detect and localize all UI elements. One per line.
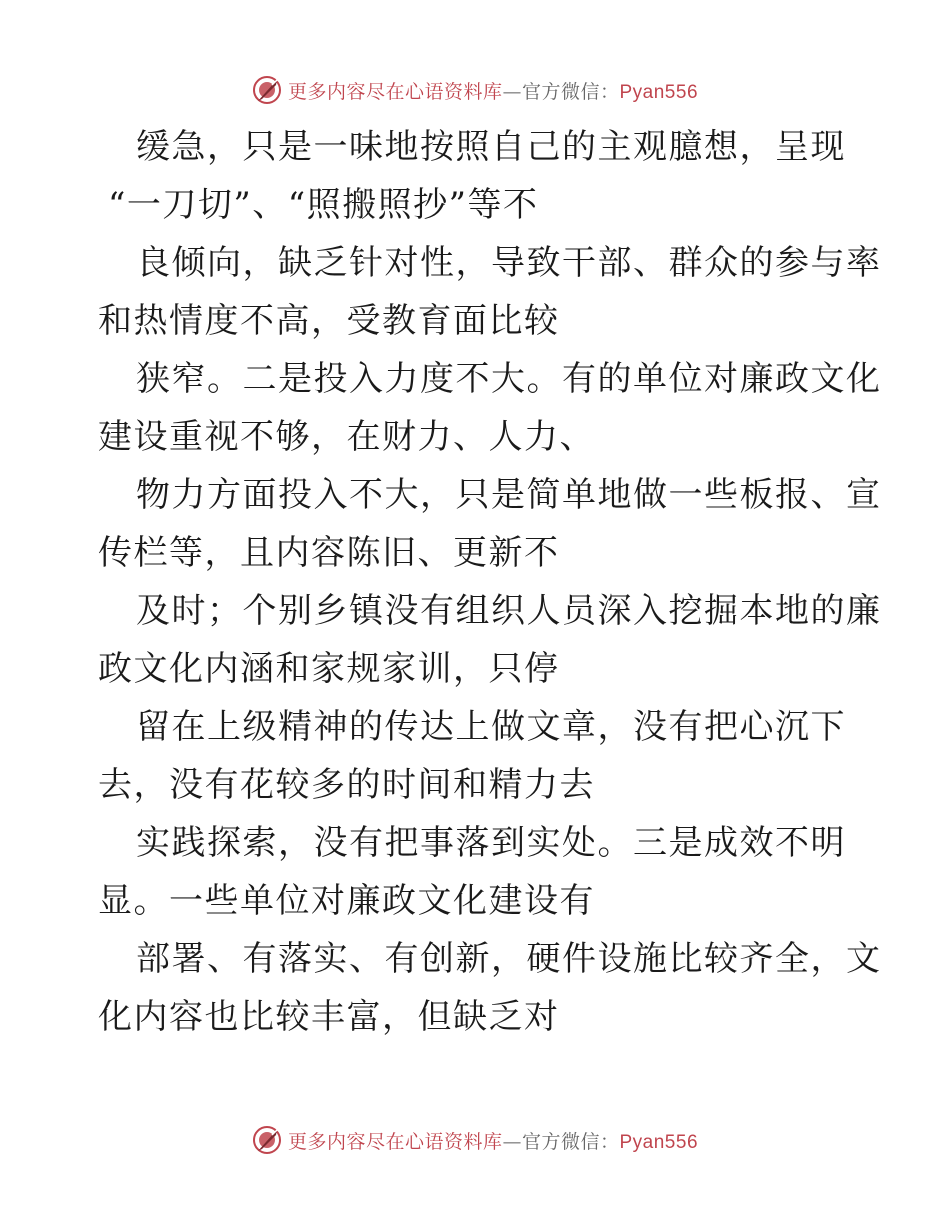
footer-id: Pyan556 [619, 1131, 699, 1153]
quill-logo-icon [252, 1125, 282, 1155]
body-line: 显。一些单位对廉政文化建设有 [98, 881, 595, 921]
header-banner [0, 70, 950, 110]
body-line: 政文化内涵和家规家训，只停 [98, 649, 560, 689]
quill-logo-icon [252, 75, 282, 105]
footer-brand: 更多内容尽在心语资料库 [287, 1130, 503, 1153]
body-line: 实践探索，没有把事落到实处。三是成效不明 [136, 823, 846, 863]
body-line: 去，没有花较多的时间和精力去 [98, 765, 595, 805]
header-id: Pyan556 [619, 81, 699, 103]
body-line: 物力方面投入不大，只是简单地做一些板报、宣 [136, 475, 882, 515]
header-text [288, 77, 698, 104]
footer-dash: — [502, 1130, 522, 1153]
body-line: 传栏等，且内容陈旧、更新不 [98, 533, 560, 573]
footer-banner [0, 1120, 950, 1160]
footer-text [288, 1127, 698, 1154]
body-line: 缓急，只是一味地按照自己的主观臆想，呈现 [136, 127, 846, 167]
body-line: “一刀切”、“照搬照抄”等不 [108, 185, 539, 225]
body-line: 建设重视不够，在财力、人力、 [98, 417, 595, 457]
body-line: 部署、有落实、有创新，硬件设施比较齐全，文 [136, 939, 882, 979]
body-line: 狭窄。二是投入力度不大。有的单位对廉政文化 [136, 359, 882, 399]
header-brand: 更多内容尽在心语资料库 [287, 80, 503, 103]
body-line: 及时；个别乡镇没有组织人员深入挖掘本地的廉 [136, 591, 882, 631]
document-body [98, 118, 882, 1046]
body-line: 留在上级精神的传达上做文章，没有把心沉下 [136, 707, 846, 747]
header-dash: — [502, 80, 522, 103]
footer-sub: 官方微信： [521, 1130, 620, 1153]
body-line: 和热情度不高，受教育面比较 [98, 301, 560, 341]
body-line: 化内容也比较丰富，但缺乏对 [98, 997, 560, 1037]
body-line: 良倾向，缺乏针对性，导致干部、群众的参与率 [136, 243, 882, 283]
header-sub: 官方微信： [521, 80, 620, 103]
